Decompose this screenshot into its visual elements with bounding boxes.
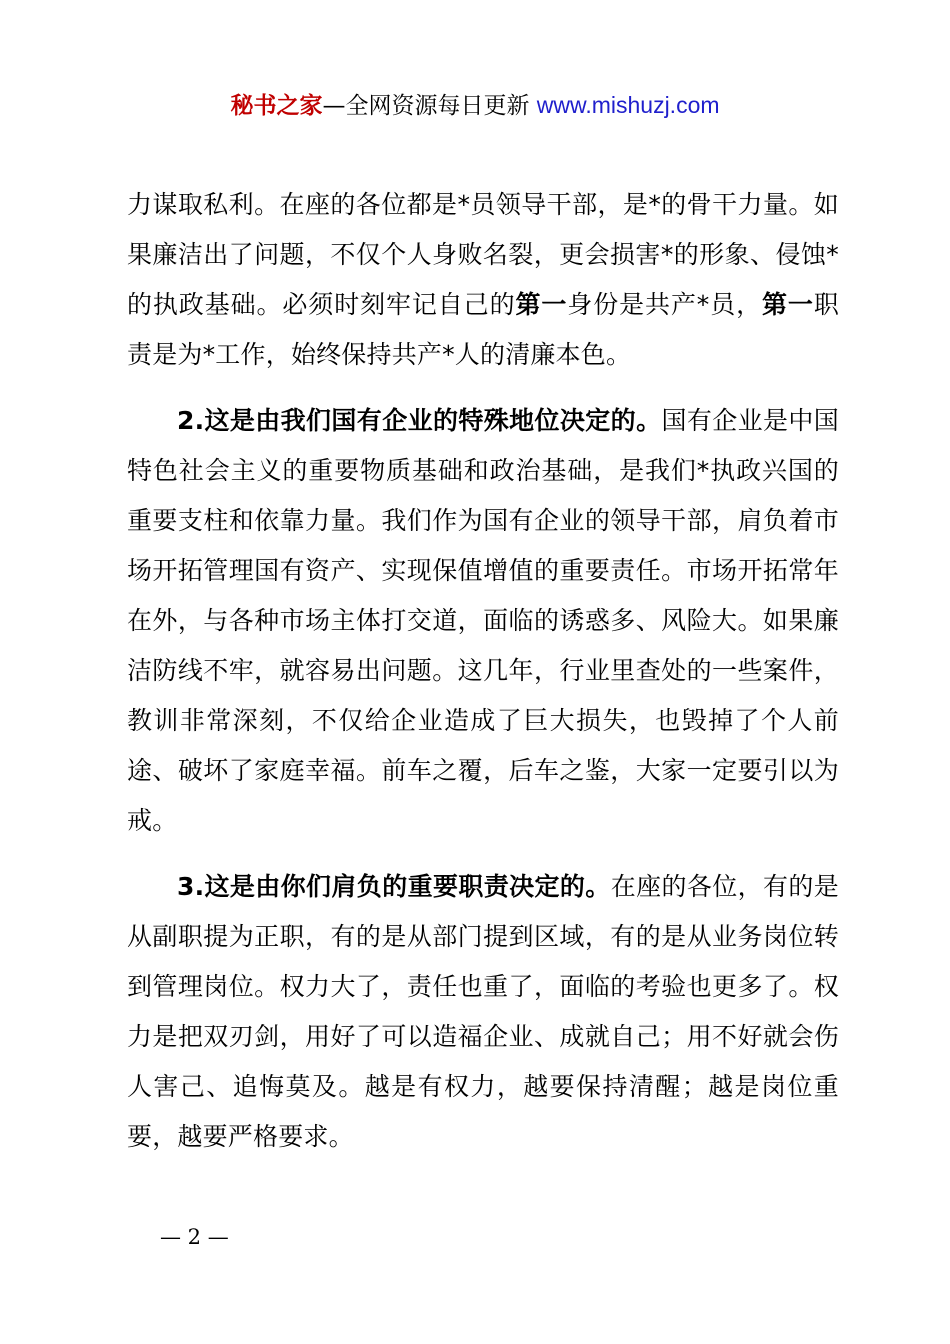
paragraph-text: 力谋取私利。在座的各位都是*员领导干部，是*的骨干力量。如果廉洁出了问题，不仅个人身败名裂，更会损害*的形象、侵蚀*的执政基础。必须时刻牢记自己的 xyxy=(127,190,839,319)
paragraph-text: 身份是共产*员， xyxy=(567,290,762,319)
paragraph-text: 职责是为*工作，始终保持共产*人的清廉本色。 xyxy=(127,290,840,369)
emphasis-text: 第一 xyxy=(515,290,568,319)
header-tagline: —全网资源每日更新 xyxy=(322,93,537,119)
paragraph-text: 国有企业是中国特色社会主义的重要物质基础和政治基础，是我们*执政兴国的重要支柱和依靠力量。我们作为国有企业的领导干部，肩负着市场开拓管理国有资产、实现保值增值的重要责任。市场开拓常年在外，与各种市场主体打交道，面临的诱惑多、风险大。如果廉洁防线不牢，就容易出问题。这几年，行业里查处的一些案件，教训非常深刻，不仅给企业造成了巨大损失，也毁掉了个人前途、破坏了家庭幸福。前车之覆，后车之鉴，大家一定要引以为戒。 xyxy=(127,406,839,835)
document-body xyxy=(127,180,839,1178)
section-heading: 3.这是由你们肩负的重要职责决定的。 xyxy=(177,872,611,901)
header-brand: 秘书之家 xyxy=(230,93,323,119)
paragraph-section-3 xyxy=(127,862,839,1162)
paragraph-section-2 xyxy=(127,396,839,846)
section-heading: 2.这是由我们国有企业的特殊地位决定的。 xyxy=(177,406,662,435)
paragraph-continuation xyxy=(127,180,839,380)
emphasis-text: 第一 xyxy=(762,290,814,319)
paragraph-text: 在座的各位，有的是从副职提为正职，有的是从部门提到区域，有的是从业务岗位转到管理岗位。权力大了，责任也重了，面临的考验也更多了。权力是把双刃剑，用好了可以造福企业、成就自己；用不好就会伤人害己、追悔莫及。越是有权力，越要保持清醒；越是岗位重要，越要严格要求。 xyxy=(127,872,839,1151)
header-url-link[interactable]: www.mishuzj.com xyxy=(536,92,720,118)
page-number: — 2 — xyxy=(160,1225,229,1249)
page-header xyxy=(0,88,950,123)
